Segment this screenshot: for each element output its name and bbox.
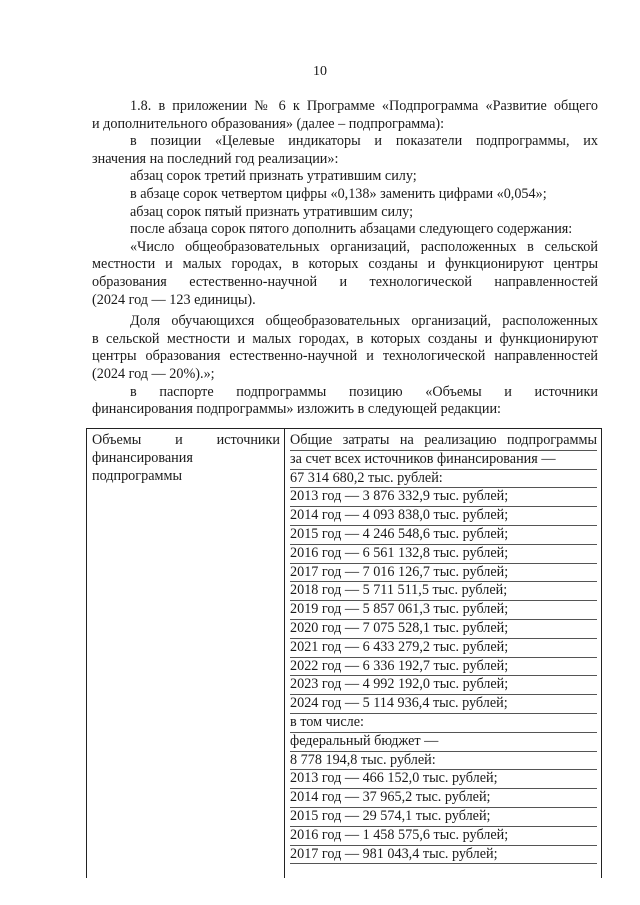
position-name-line: Объемы и источники <box>92 432 280 448</box>
passport-table <box>86 428 602 878</box>
value-line: федеральный бюджет — <box>290 733 597 752</box>
paragraph-43: абзац сорок третий признать утратившим силу; <box>130 168 417 185</box>
value-line: 2023 год — 4 992 192,0 тыс. рублей; <box>290 676 597 695</box>
value-line: 2020 год — 7 075 528,1 тыс. рублей; <box>290 620 597 639</box>
value-line: 67 314 680,2 тыс. рублей: <box>290 470 597 489</box>
paragraph-line: 1.8. в приложении № 6 к Программе «Подпрограмма «Развитие общего <box>130 98 598 114</box>
value-line: 2022 год — 6 336 192,7 тыс. рублей; <box>290 658 597 677</box>
value-line: 2013 год — 466 152,0 тыс. рублей; <box>290 770 597 789</box>
value-line: в том числе: <box>290 714 597 733</box>
paragraph-line: в сельской местности и малых городах, в которых созданы и функционируют <box>92 330 598 347</box>
paragraph-44: в абзаце сорок четвертом цифры «0,138» заменить цифрами «0,054»; <box>130 185 547 202</box>
paragraph-line: образования естественно-научной и технологической направленностей <box>92 273 598 290</box>
value-line: 2024 год — 5 114 936,4 тыс. рублей; <box>290 695 597 714</box>
paragraph-line: центры образования естественно-научной и технологической направленностей <box>92 348 598 365</box>
body-text <box>92 98 598 419</box>
value-line: 2017 год — 7 016 126,7 тыс. рублей; <box>290 564 597 583</box>
paragraph-line: местности и малых городах, в которых созданы и функционируют центры <box>92 256 598 273</box>
position-name-cell <box>87 429 285 879</box>
paragraph-line: (2024 год — 20%).»; <box>92 365 215 382</box>
paragraph-line: и дополнительного образования» (далее – подпрограмма): <box>92 115 445 132</box>
value-line: за счет всех источников финансирования — <box>290 451 597 470</box>
page-number: 10 <box>313 64 327 79</box>
value-line: 8 778 194,8 тыс. рублей: <box>290 752 597 771</box>
value-line: 2014 год — 37 965,2 тыс. рублей; <box>290 789 597 808</box>
value-line: 2014 год — 4 093 838,0 тыс. рублей; <box>290 507 597 526</box>
paragraph-line: «Число общеобразовательных организаций, расположенных в сельской <box>130 238 598 255</box>
paragraph-1-8 <box>92 98 598 133</box>
position-value-cell <box>285 429 602 879</box>
paragraph-indicators <box>92 133 598 168</box>
paragraph-line: Доля обучающихся общеобразовательных организаций, расположенных <box>130 313 598 330</box>
value-line: 2018 год — 5 711 511,5 тыс. рублей; <box>290 582 597 601</box>
paragraph-after-45: после абзаца сорок пятого дополнить абзацами следующего содержания: <box>130 221 573 238</box>
paragraph-line: в паспорте подпрограммы позицию «Объемы и источники <box>130 383 598 400</box>
paragraph-line: в позиции «Целевые индикаторы и показатели подпрограммы, их <box>130 133 598 150</box>
value-line: 2019 год — 5 857 061,3 тыс. рублей; <box>290 601 597 620</box>
paragraph-number-of-organizations <box>92 239 598 309</box>
paragraph-share-of-students <box>92 313 598 383</box>
value-line: 2016 год — 6 561 132,8 тыс. рублей; <box>290 545 597 564</box>
paragraph-45: абзац сорок пятый признать утратившим силу; <box>130 203 414 220</box>
paragraph-line: значения на последний год реализации»: <box>92 150 339 167</box>
value-line: Общие затраты на реализацию подпрограммы <box>290 432 597 451</box>
value-line: 2021 год — 6 433 279,2 тыс. рублей; <box>290 639 597 658</box>
value-line: 2016 год — 1 458 575,6 тыс. рублей; <box>290 827 597 846</box>
position-name-line: финансирования <box>92 449 193 466</box>
value-line: 2013 год — 3 876 332,9 тыс. рублей; <box>290 488 597 507</box>
table-row <box>87 429 602 879</box>
paragraph-line: финансирования подпрограммы» изложить в следующей редакции: <box>92 401 501 418</box>
value-line: 2015 год — 4 246 548,6 тыс. рублей; <box>290 526 597 545</box>
value-line: 2017 год — 981 043,4 тыс. рублей; <box>290 846 597 865</box>
paragraph-line: (2024 год — 123 единицы). <box>92 291 256 308</box>
value-line: 2015 год — 29 574,1 тыс. рублей; <box>290 808 597 827</box>
paragraph-passport <box>92 384 598 419</box>
position-name-line: подпрограммы <box>92 467 182 484</box>
